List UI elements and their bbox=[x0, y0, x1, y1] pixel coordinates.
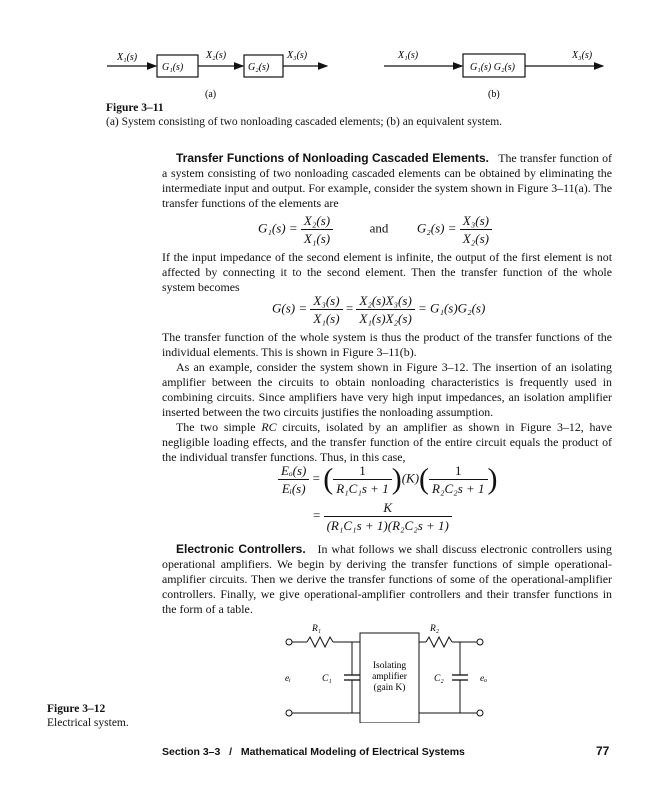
section-nonloading bbox=[162, 151, 612, 211]
eq1-lhs1: G₁(s) = bbox=[258, 220, 298, 236]
eq1-and: and bbox=[369, 220, 389, 236]
controllers-heading: Electronic Controllers. bbox=[176, 542, 306, 556]
amplifier-text-line2: amplifier bbox=[372, 672, 407, 682]
eq1-lhs2: G₂(s) = bbox=[416, 220, 457, 236]
footer-title: Mathematical Modeling of Electrical Systems bbox=[240, 746, 465, 758]
page-number: 77 bbox=[596, 744, 610, 758]
terminal-in-top bbox=[286, 639, 292, 645]
eq3-lhs-fraction: $\frac{\text{Eₒ(s)}}{\text{Eᵢ(s)}}$ bbox=[278, 462, 309, 497]
label-x3-a: X₃(s) bbox=[287, 50, 308, 61]
paragraph-2-block bbox=[162, 250, 612, 295]
amplifier-text-line3: (gain K) bbox=[373, 683, 406, 693]
label-eo: eₒ bbox=[480, 674, 487, 684]
figure-3-11-diagram bbox=[0, 0, 653, 105]
label-ei: eᵢ bbox=[285, 674, 291, 684]
equation-whole-system bbox=[272, 292, 485, 327]
paragraph-4: As an example, consider the system shown in Figure 3–12. The insertion of an isolating amplifier between the circuits to obtain nonloading characteristics is frequently used in combining circuits. Since amplifiers have very high input impedances, an isolation amplifier inserted between the two circuits justifies the nonloading assumption. bbox=[162, 360, 612, 419]
paragraph-5: The two simple RC circuits, isolated by an amplifier as shown in Figure 3–12, have negligible loading effects, and the transfer function of the entire circuit equals the product of the individual transfer functions. Thus, in this case, bbox=[162, 420, 612, 464]
eq3-equals: = bbox=[312, 470, 320, 486]
eq3-fraction-c: $\frac{K}{\text{(R₁C₁s + 1)(R₂C₂s + 1)}}$ bbox=[324, 499, 452, 534]
label-a: (a) bbox=[205, 89, 217, 100]
equation-entire-circuit: $\frac{\text{Eₒ(s)}}{\text{Eᵢ(s)}}$ = ( $\frac{1}{\text{R₁C₁s + 1}}$ )(K)( $\frac{1}{\text{R₂C₂s + 1}}$ ) bbox=[278, 462, 498, 497]
resistor-r2 bbox=[426, 637, 452, 647]
footer-section: Section 3–3 bbox=[162, 746, 221, 758]
paragraph-2: If the input impedance of the second element is infinite, the output of the first element is not affected by connecting it to the second element. Then the transfer function of the whole system becomes bbox=[162, 250, 612, 294]
eq2-lhs: G(s) = bbox=[272, 300, 308, 316]
label-x2-a: X₂(s) bbox=[206, 50, 227, 61]
label-c1: C₁ bbox=[322, 674, 332, 684]
label-x1-b: X₁(s) bbox=[398, 50, 419, 61]
controllers-paragraph: In what follows we shall discuss electronic controllers using operational amplifiers. We begin by deriving the transfer functions of simple operational-amplifier circuits. Then we derive the transfer functions of some of the operational-amplifier controllers. Finally, we give operational-amplifier controllers and their transfer functions in the form of a table. bbox=[162, 542, 613, 616]
section-electronic-controllers bbox=[162, 542, 612, 617]
equation-element-transfer-functions bbox=[258, 212, 492, 247]
label-r2: R₂ bbox=[430, 624, 440, 634]
eq3-gain: (K) bbox=[401, 470, 420, 486]
eq2-equals: = bbox=[345, 300, 354, 316]
eq1-fraction-1: $\frac{\text{X₂(s)}}{\text{X₁(s)}}$ bbox=[301, 212, 333, 247]
eq2-fraction-2: $\frac{\text{X₂(s)X₃(s)}}{\text{X₁(s)X₂(s)}}$ bbox=[356, 292, 414, 327]
eq3-fraction-a: $\frac{1}{\text{R₁C₁s + 1}}$ bbox=[333, 462, 391, 497]
eq1-fraction-2: $\frac{\text{X₃(s)}}{\text{X₂(s)}}$ bbox=[460, 212, 492, 247]
label-b: (b) bbox=[488, 89, 500, 100]
label-g1: G₁(s) bbox=[162, 62, 184, 73]
label-c2: C₂ bbox=[434, 674, 444, 684]
eq2-fraction-1: $\frac{\text{X₃(s)}}{\text{X₁(s)}}$ bbox=[310, 292, 342, 327]
label-x3-b: X₃(s) bbox=[572, 50, 593, 61]
amplifier-text-line1: Isolating bbox=[372, 661, 407, 671]
terminal-out-top bbox=[477, 639, 483, 645]
figure-3-11-caption: (a) System consisting of two nonloading cascaded elements; (b) an equivalent system. bbox=[106, 116, 503, 128]
equation-entire-circuit-line2 bbox=[313, 499, 452, 534]
eq3-fraction-b: $\frac{1}{\text{R₂C₂s + 1}}$ bbox=[429, 462, 487, 497]
figure-3-11-title: Figure 3–11 bbox=[106, 102, 164, 114]
footer-separator: / bbox=[229, 746, 233, 758]
page-footer bbox=[162, 746, 465, 758]
paragraph-3: The transfer function of the whole system is thus the product of the transfer functions of the individual elements. This is shown in Figure 3–11(b). bbox=[162, 330, 612, 359]
section-heading: Transfer Functions of Nonloading Cascaded Elements. bbox=[176, 151, 489, 165]
resistor-r1 bbox=[307, 637, 333, 647]
eq3-equals-2: = bbox=[313, 507, 321, 523]
terminal-in-bottom bbox=[286, 710, 292, 716]
label-g2: G₂(s) bbox=[248, 62, 270, 73]
label-x1-a: X₁(s) bbox=[117, 52, 138, 63]
label-g1g2: G₁(s) G₂(s) bbox=[470, 62, 515, 73]
paragraph-1: The transfer function of a system consisting of two nonloading cascaded elements can be obtained by eliminating the intermediate input and output. For example, consider the system shown in Figure 3–11(a). The transfer functions of the elements are bbox=[162, 151, 613, 210]
figure-3-12-circuit bbox=[250, 618, 500, 723]
figure-3-12-title: Figure 3–12 bbox=[47, 703, 106, 715]
figure-3-12-caption: Electrical system. bbox=[47, 717, 129, 729]
eq2-rhs: = G₁(s)G₂(s) bbox=[418, 300, 486, 316]
paragraphs-3-5 bbox=[162, 330, 612, 465]
terminal-out-bottom bbox=[477, 710, 483, 716]
label-r1: R₁ bbox=[312, 624, 322, 634]
